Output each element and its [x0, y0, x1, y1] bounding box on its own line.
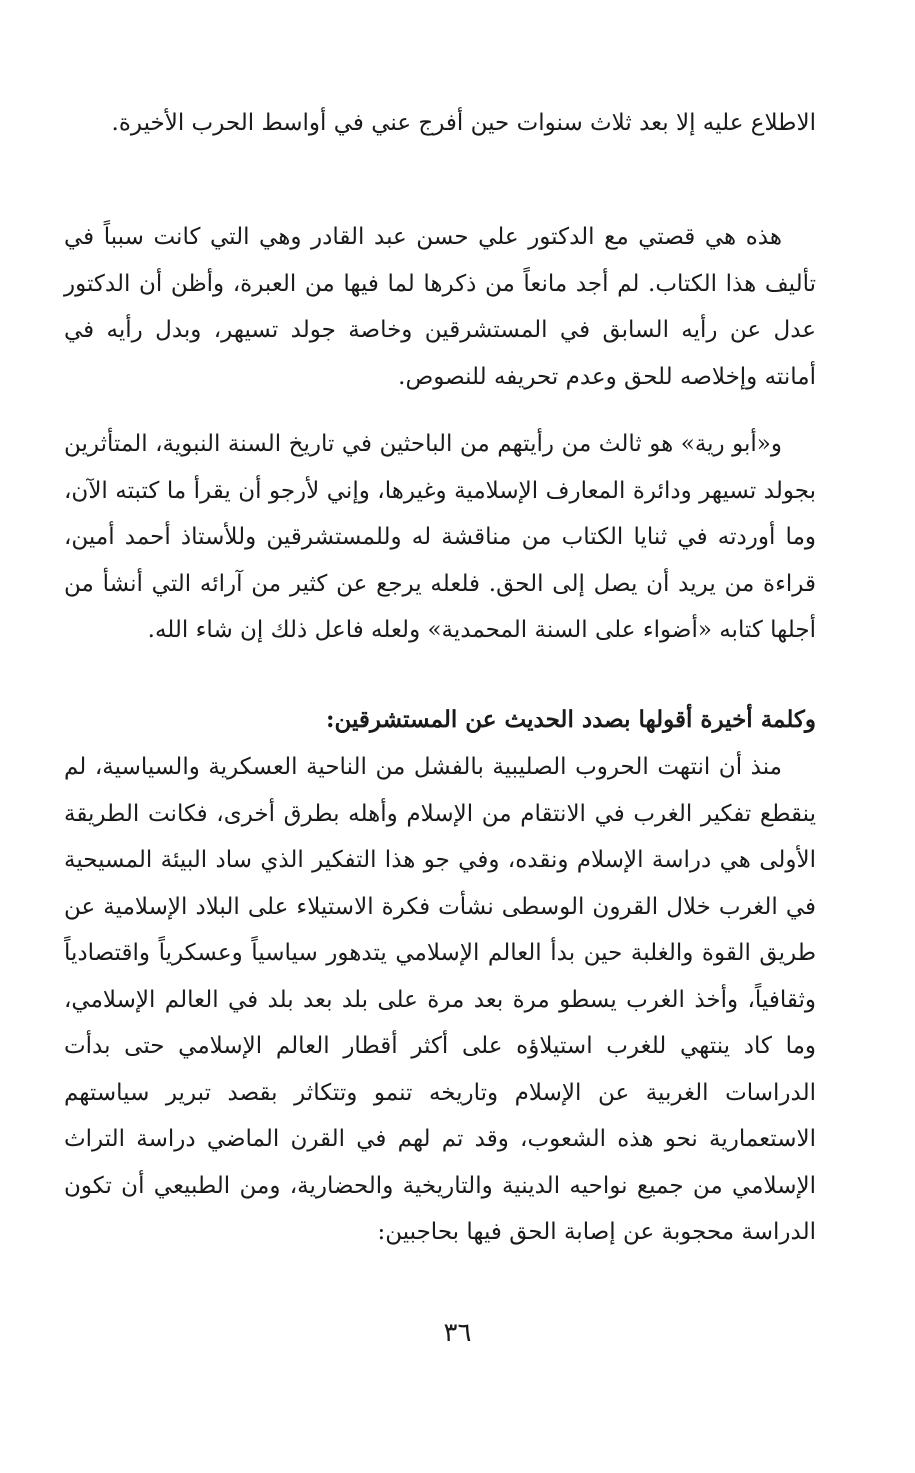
- paragraph-orientalists: [64, 744, 816, 1256]
- paragraph-text: منذ أن انتهت الحروب الصليبية بالفشل من الناحية العسكرية والسياسية، لم ينقطع تفكير الغرب في الانتقام من الإسلام وأهله بطرق أخرى، فكانت الطريقة الأولى هي دراسة الإسلام ونقده، وفي جو هذا التفكير الذي ساد البيئة المسيحية في الغرب خلال القرون الوسطى نشأت فكرة الاستيلاء على البلاد الإسلامية عن طريق القوة والغلبة حين بدأ العالم الإسلامي يتدهور سياسياً وعسكرياً واقتصادياً وثقافياً، وأخذ الغرب يسطو مرة بعد مرة على بلد بعد بلد في العالم الإسلامي، وما كاد ينتهي للغرب استيلاؤه على أكثر أقطار العالم الإسلامي حتى بدأت الدراسات الغربية عن الإسلام وتاريخه تنمو وتتكاثر بقصد تبرير سياستهم الاستعمارية نحو هذه الشعوب، وقد تم لهم في القرن الماضي دراسة التراث الإسلامي من جميع نواحيه الدينية والتاريخية والحضارية، ومن الطبيعي أن تكون الدراسة محجوبة عن إصابة الحق فيها بحاجبين:: [64, 754, 816, 1245]
- page-number: ٣٦: [443, 1318, 472, 1348]
- paragraph-abu-rayya: [64, 421, 816, 654]
- paragraph-continuation: [64, 100, 816, 147]
- paragraph-text: هذه هي قصتي مع الدكتور علي حسن عبد القادر وهي التي كانت سبباً في تأليف هذا الكتاب. لم أجد مانعاً من ذكرها لما فيها من العبرة، وأظن أن الدكتور عدل عن رأيه السابق في المستشرقين وخاصة جولد تسيهر، وبدل رأيه في أمانته وإخلاصه للحق وعدم تحريفه للنصوص.: [64, 224, 816, 390]
- section-heading: وكلمة أخيرة أقولها بصدد الحديث عن المستشرقين:: [325, 706, 816, 733]
- paragraph-story-conclusion: [64, 214, 816, 400]
- paragraph-text: و«أبو رية» هو ثالث من رأيتهم من الباحثين في تاريخ السنة النبوية، المتأثرين بجولد تسيهر ودائرة المعارف الإسلامية وغيرها، وإني لأرجو أن يقرأ ما كتبته الآن، وما أوردته في ثنايا الكتاب من مناقشة له وللمستشرقين وللأستاذ أحمد أمين، قراءة من يريد أن يصل إلى الحق. فلعله يرجع عن كثير من آرائه التي أنشأ من أجلها كتابه «أضواء على السنة المحمدية» ولعله فاعل ذلك إن شاء الله.: [64, 431, 816, 643]
- paragraph-text: الاطلاع عليه إلا بعد ثلاث سنوات حين أفرج عني في أواسط الحرب الأخيرة.: [111, 110, 816, 136]
